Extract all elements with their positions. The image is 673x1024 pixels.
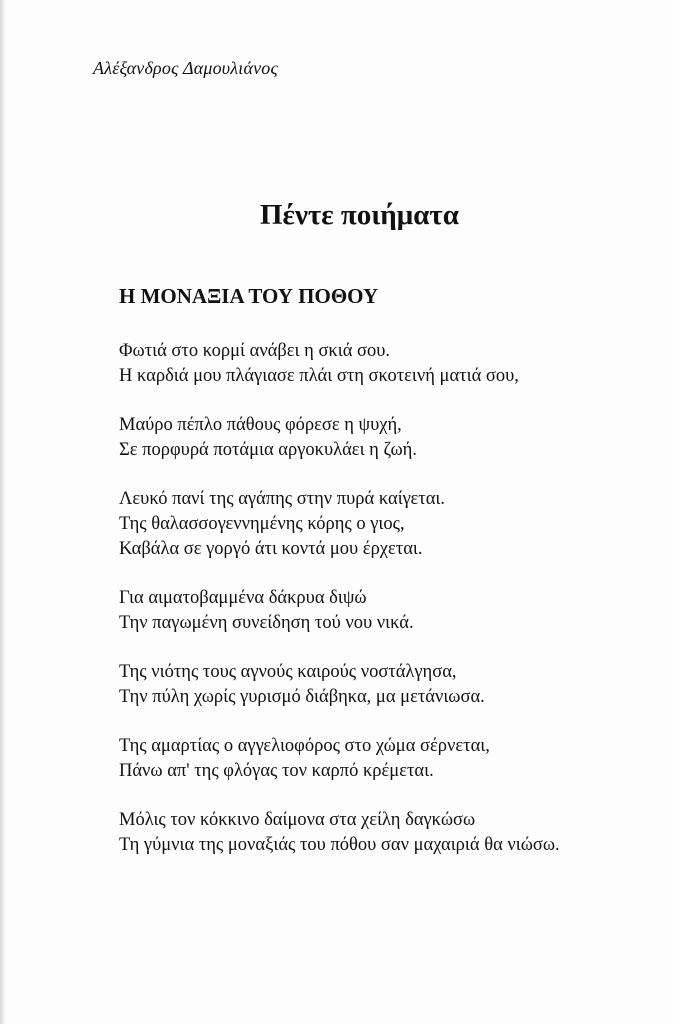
- stanza: [119, 734, 659, 784]
- poem-title: Η ΜΟΝΑΞΙΑ ΤΟΥ ΠΟΘΟΥ: [119, 284, 379, 308]
- poem-line: Τη γύμνια της μοναξιάς του πόθου σαν μαχαιριά θα νιώσω.: [119, 835, 560, 855]
- stanza: [119, 413, 659, 463]
- collection-title: Πέντε ποιήματα: [260, 199, 459, 231]
- author-name: Αλέξανδρος Δαμουλιάνος: [93, 58, 279, 78]
- poem-line: Σε πορφυρά ποτάμια αργοκυλάει η ζωή.: [119, 440, 417, 460]
- stanza: [119, 487, 659, 562]
- stanza: [119, 808, 659, 858]
- poem-line: Της νιότης τους αγνούς καιρούς νοστάλγησα,: [119, 662, 457, 682]
- stanza: [119, 339, 659, 389]
- poem-line: Μόλις τον κόκκινο δαίμονα στα χείλη δαγκώσω: [119, 810, 476, 830]
- poem-line: Την πύλη χωρίς γυρισμό διάβηκα, μα μετάνιωσα.: [119, 687, 485, 707]
- stanza: [119, 586, 659, 636]
- poem-line: Της θαλασσογεννημένης κόρης ο γιος,: [119, 514, 405, 534]
- poem-line: Πάνω απ' της φλόγας τον καρπό κρέμεται.: [119, 761, 434, 781]
- poem-line: Καβάλα σε γοργό άτι κοντά μου έρχεται.: [119, 539, 423, 559]
- poem-line: Της αμαρτίας ο αγγελιοφόρος στο χώμα σέρνεται,: [119, 736, 490, 756]
- poem-line: Λευκό πανί της αγάπης στην πυρά καίγεται.: [119, 489, 446, 509]
- poem-line: Για αιματοβαμμένα δάκρυα διψώ: [119, 588, 367, 608]
- poem-line: Φωτιά στο κορμί ανάβει η σκιά σου.: [119, 341, 391, 361]
- poem-line: Μαύρο πέπλο πάθους φόρεσε η ψυχή,: [119, 415, 402, 435]
- poem-body: [119, 339, 659, 882]
- page-edge-shadow: [0, 0, 6, 1024]
- poem-line: Την παγωμένη συνείδηση τού νου νικά.: [119, 613, 414, 633]
- poem-line: Η καρδιά μου πλάγιασε πλάι στη σκοτεινή ματιά σου,: [119, 366, 519, 386]
- stanza: [119, 660, 659, 710]
